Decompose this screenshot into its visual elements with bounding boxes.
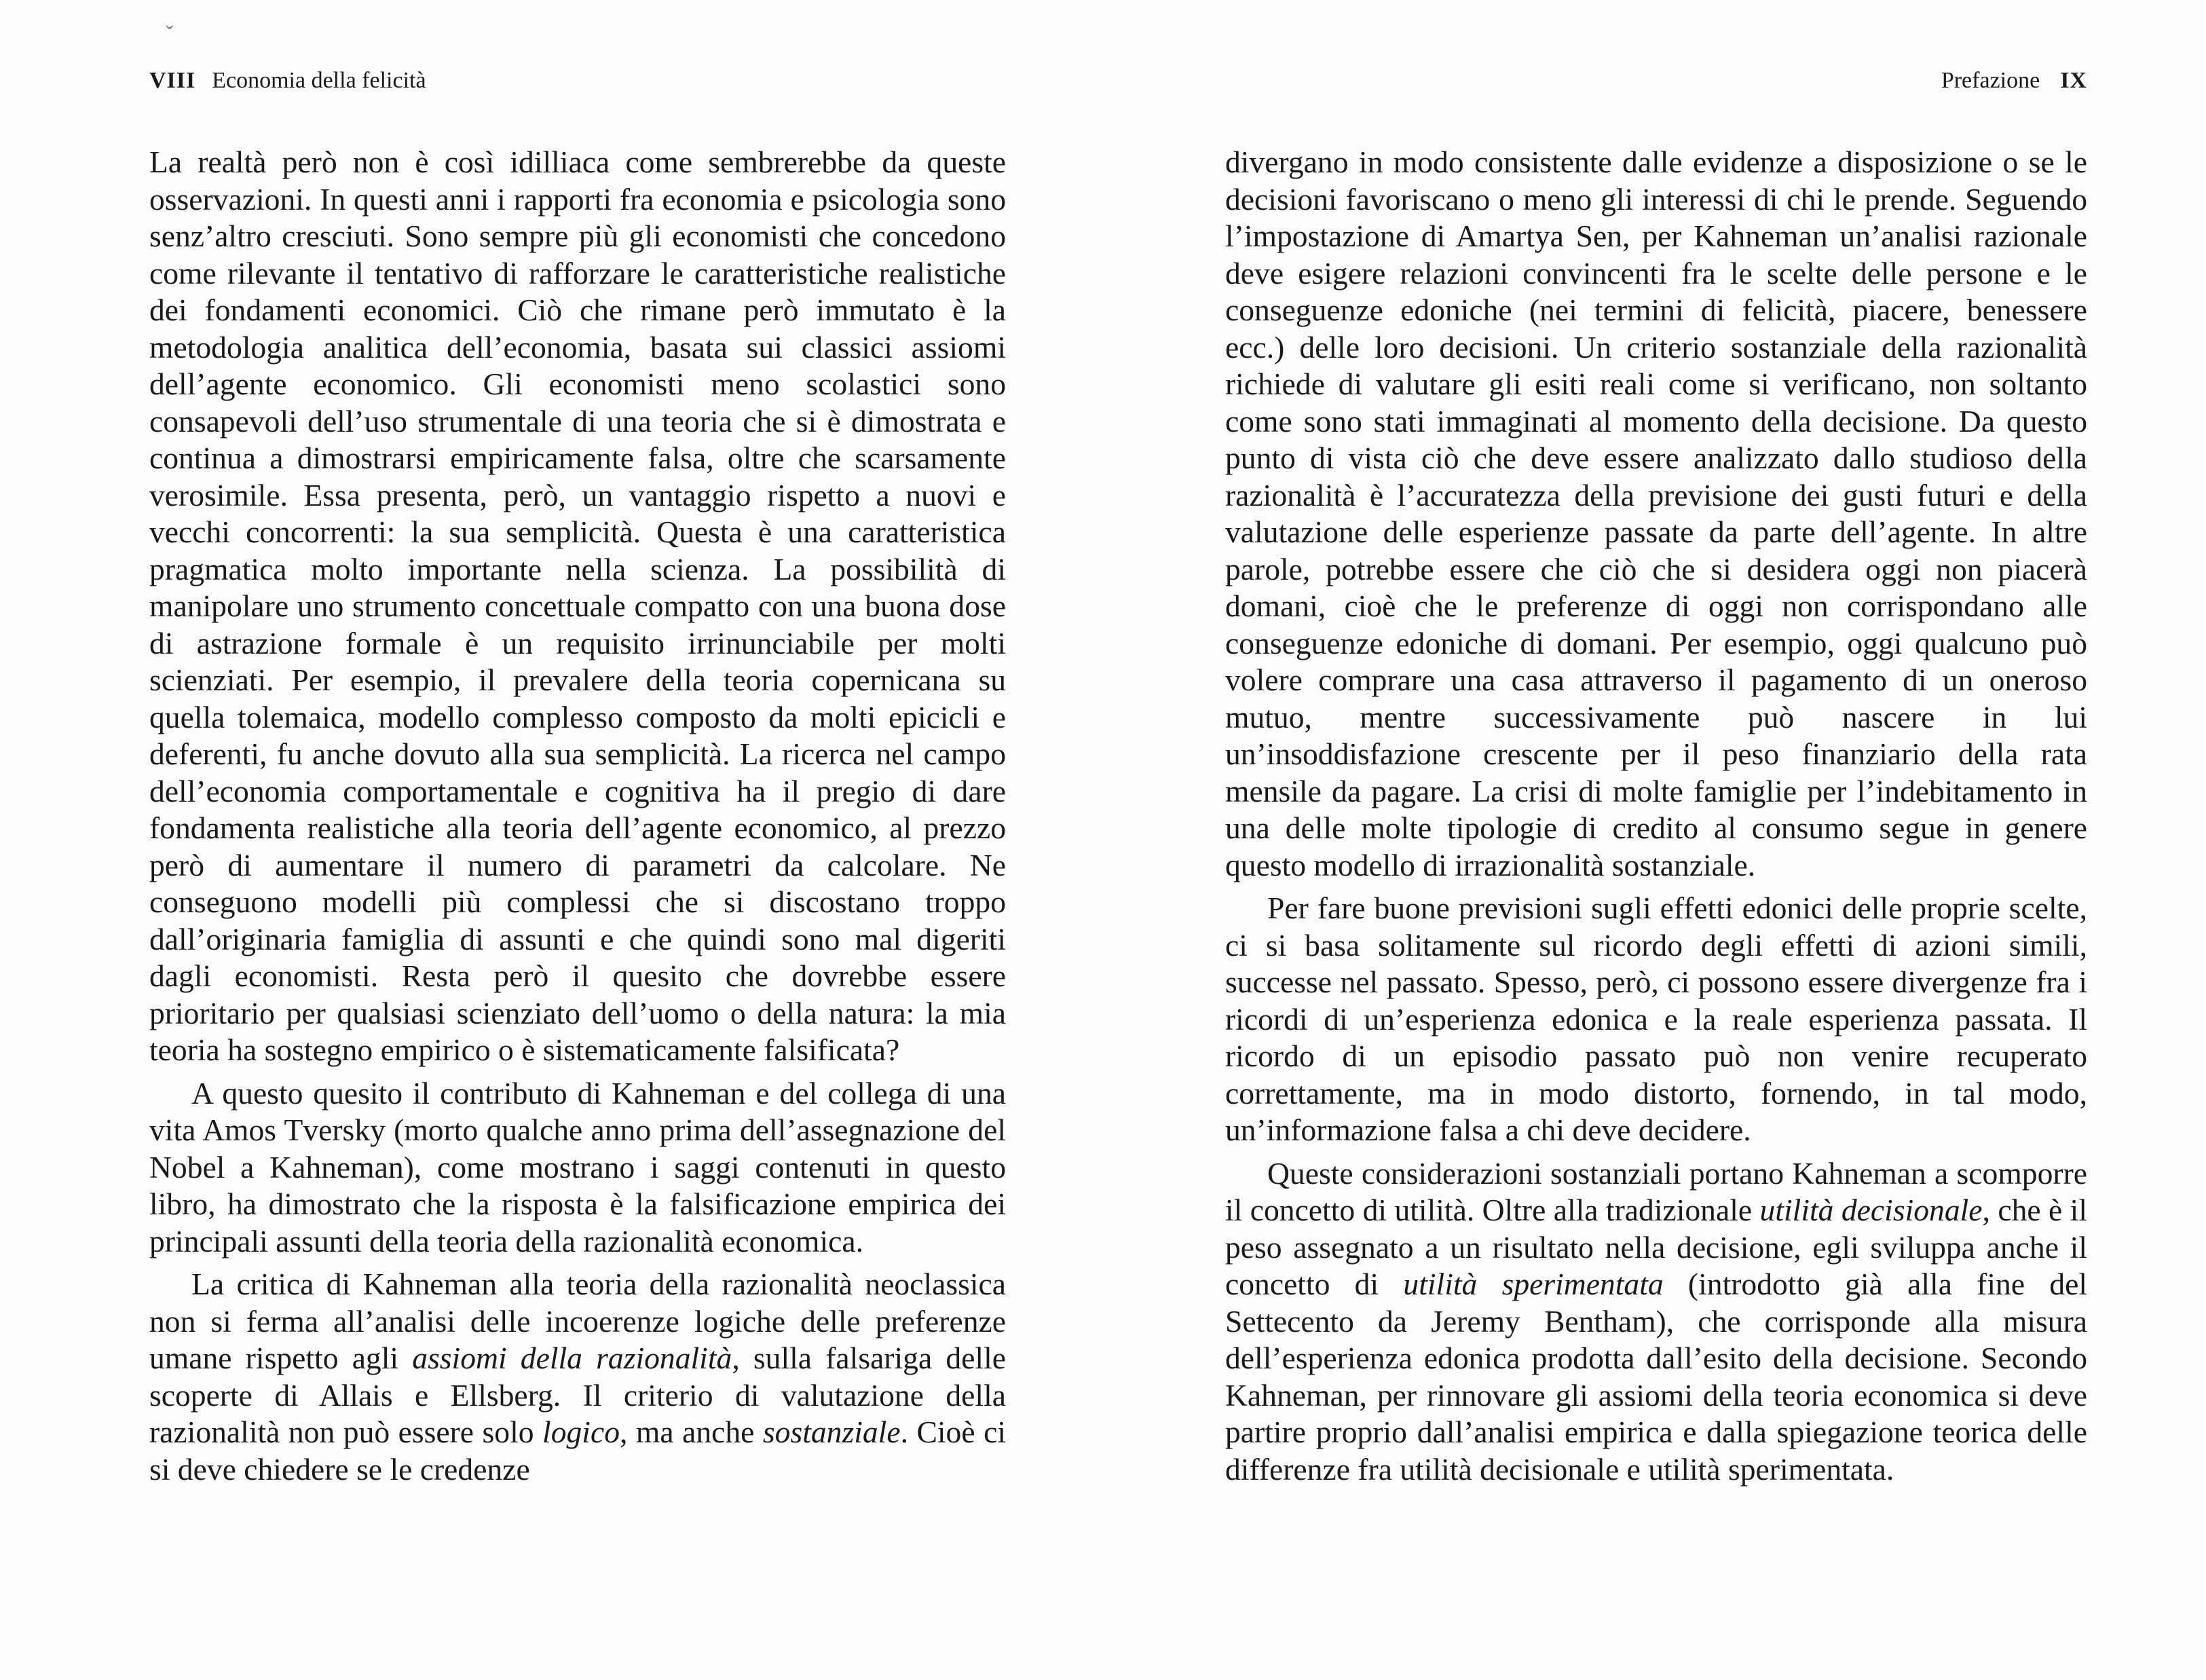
text-segment: Per fare buone previsioni sugli effetti edonici delle proprie scelte, ci si basa solitamente sul ricordo degli effetti di azioni simili, successe nel passato. Spesso, però, ci possono essere divergenze fra i ricordi di un’esperienza edonica e la reale esperienza passata. Il ricordo di un episodio passato può non venire recuperato correttamente, ma in modo distorto, fornendo, in tal modo, un’informazione falsa a chi deve decidere.: [1225, 891, 2087, 1147]
text-segment: (introdotto già alla fine del Settecento da Jeremy Bentham), che corrisponde alla misura dell’esperienza edonica prodotta dall’esito della decisione. Secondo Kahneman, per rinnovare gli assiomi della teoria economica si deve partire proprio dall’analisi empirica e dalla spiegazione teorica delle differenze fra utilità decisionale e utilità sperimentata.: [1225, 1267, 2088, 1487]
text-segment: . Cioè ci si deve chiedere se le credenze: [149, 1415, 1006, 1487]
italic-text-segment: logico: [542, 1415, 620, 1449]
right-body-text: [1225, 144, 2087, 1494]
left-running-head: [149, 68, 426, 94]
left-running-title: Economia della felicità: [212, 68, 426, 93]
scan-mark: ˇ: [166, 22, 174, 47]
text-segment: La critica di Kahneman alla teoria della razionalità neoclassica non si ferma all’analisi delle incoerenze logiche delle preferenze umane rispetto agli: [149, 1267, 1006, 1375]
text-segment: , che è il peso assegnato a un risultato nella decisione, egli sviluppa anche il concetto di: [1225, 1193, 2087, 1301]
left-page-number: VIII: [149, 68, 196, 93]
italic-text-segment: utilità sperimentata: [1403, 1267, 1664, 1301]
text-segment: Queste considerazioni sostanziali portano Kahneman a scomporre il concetto di utilità. Oltre alla tradizionale: [1225, 1155, 2087, 1227]
right-paragraph-1: [1225, 144, 2087, 884]
right-running-head: [1941, 68, 2087, 94]
right-paragraph-3: [1225, 1155, 2087, 1489]
left-paragraph-3: [149, 1266, 1006, 1488]
right-running-title: Prefazione: [1941, 68, 2040, 93]
left-body-text: [149, 144, 1006, 1494]
right-page-number: IX: [2060, 68, 2087, 93]
italic-text-segment: utilità decisionale: [1759, 1193, 1983, 1227]
right-page: [1103, 0, 2206, 1680]
text-segment: A questo quesito il contributo di Kahneman e del collega di una vita Amos Tversky (morto qualche anno prima dell’assegnazione del Nobel a Kahneman), come mostrano i saggi contenuti in questo libro, ha dimostrato che la risposta è la falsificazione empirica dei principali assunti della teoria della razionalità economica.: [149, 1075, 1006, 1258]
text-segment: La realtà però non è così idilliaca come sembrerebbe da queste osservazioni. In questi anni i rapporti fra economia e psicologia sono senz’altro cresciuti. Sono sempre più gli economisti che concedono come rilevante il tentativo di rafforzare le caratteristiche realistiche dei fondamenti economici. Ciò che rimane però immutato è la metodologia analitica dell’economia, basata sui classici assiomi dell’agente economico. Gli economisti meno scolastici sono consapevoli dell’uso strumentale di una teoria che si è dimostrata e continua a dimostrarsi empiricamente falsa, oltre che scarsamente verosimile. Essa presenta, però, un vantaggio rispetto a nuovi e vecchi concorrenti: la sua semplicità. Questa è una caratteristica pragmatica molto importante nella scienza. La possibilità di manipolare uno strumento concettuale compatto con una buona dose di astrazione formale è un requisito irrinunciabile per molti scienziati. Per esempio, il prevalere della teoria copernicana su quella tolemaica, modello complesso composto da molti epicicli e deferenti, fu anche dovuto alla sua semplicità. La ricerca nel campo dell’economia comportamentale e cognitiva ha il pregio di dare fondamenta realistiche alla teoria dell’agente economico, al prezzo però di aumentare il numero di parametri da calcolare. Ne conseguono modelli più complessi che si discostano troppo dall’originaria famiglia di assunti e che quindi sono mal digeriti dagli economisti. Resta però il quesito che dovrebbe essere prioritario per qualsiasi scienziato dell’uomo o della natura: la mia teoria ha sostegno empirico o è sistematicamente falsificata?: [149, 145, 1006, 1067]
italic-text-segment: assiomi della razionalità: [412, 1341, 732, 1375]
text-segment: , sulla falsariga delle scoperte di Allais e Ellsberg. Il criterio di valutazione della razionalità non può essere solo: [149, 1341, 1006, 1449]
left-paragraph-2: [149, 1075, 1006, 1261]
right-paragraph-2: [1225, 890, 2087, 1149]
text-segment: , ma anche: [620, 1415, 763, 1449]
text-segment: divergano in modo consistente dalle evidenze a disposizione o se le decisioni favoriscano o meno gli interessi di chi le prende. Seguendo l’impostazione di Amartya Sen, per Kahneman un’analisi razionale deve esigere relazioni convincenti fra le scelte delle persone e le conseguenze edoniche (nei termini di felicità, piacere, benessere ecc.) delle loro decisioni. Un criterio sostanziale della razionalità richiede di valutare gli esiti reali come si verificano, non soltanto come sono stati immaginati al momento della decisione. Da questo punto di vista ciò che deve essere analizzato dallo studioso della razionalità è l’accuratezza della previsione dei gusti futuri e della valutazione delle esperienze passate da parte dell’agente. In altre parole, potrebbe essere che ciò che si desidera oggi non piacerà domani, cioè che le preferenze di oggi non corrispondano alle conseguenze edoniche di domani. Per esempio, oggi qualcuno può volere comprare una casa attraverso il pagamento di un oneroso mutuo, mentre successivamente può nascere in lui un’insoddisfazione crescente per il peso finanziario della rata mensile da pagare. La crisi di molte famiglie per l’indebitamento in una delle molte tipologie di credito al consumo segue in genere questo modello di irrazionalità sostanziale.: [1225, 145, 2087, 882]
left-paragraph-1: [149, 144, 1006, 1069]
italic-text-segment: sostanziale: [762, 1415, 901, 1449]
